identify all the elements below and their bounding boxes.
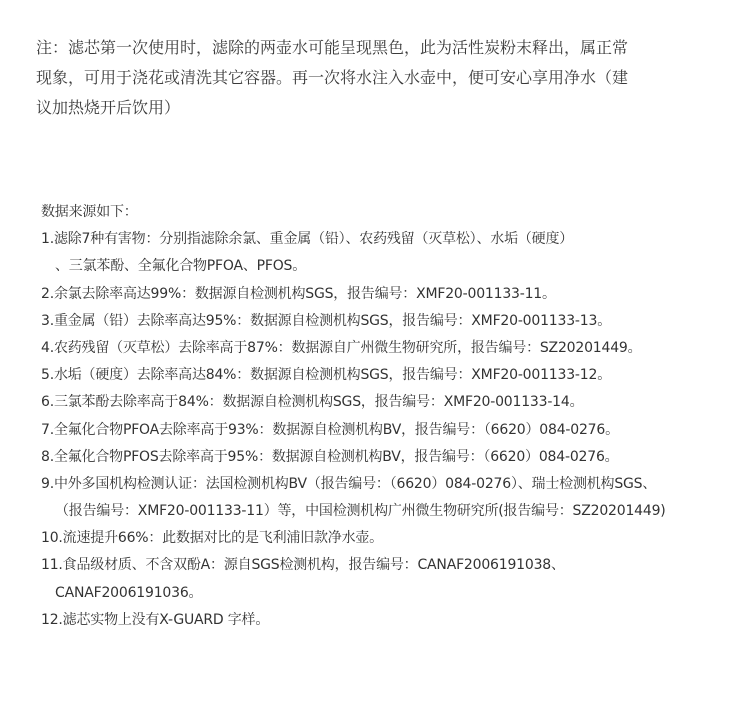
source-item-10: 10.流速提升66%：此数据对比的是飞利浦旧款净水壶。: [41, 530, 383, 547]
source-item-9-continued: （报告编号：XMF20-001133-11）等，中国检测机构广州微生物研究所(报告编号：SZ20201449): [55, 503, 666, 520]
source-item-1: 1.滤除7种有害物：分别指滤除余氯、重金属（铅）、农药残留（灭草松）、水垢（硬度）: [41, 231, 574, 248]
note-line: 现象，可用于浇花或清洗其它容器。再一次将水注入水壶中，便可安心享用净水（建: [36, 68, 629, 87]
note-line: 注：滤芯第一次使用时，滤除的两壶水可能呈现黑色，此为活性炭粉末释出，属正常: [36, 38, 629, 57]
note-line: 议加热烧开后饮用）: [36, 98, 181, 117]
source-item-6: 6.三氯苯酚去除率高于84%：数据源自检测机构SGS，报告编号：XMF20-001133-14。: [41, 394, 584, 411]
source-item-12: 12.滤芯实物上没有X-GUARD 字样。: [41, 611, 270, 628]
sources-heading: 数据来源如下：: [41, 204, 138, 220]
source-item-4: 4.农药残留（灭草松）去除率高于87%：数据源自广州微生物研究所，报告编号：SZ20201449。: [41, 339, 642, 356]
source-item-7: 7.全氟化合物PFOA去除率高于93%：数据源自检测机构BV，报告编号：（6620）084-0276。: [41, 421, 619, 438]
source-item-5: 5.水垢（硬度）去除率高达84%：数据源自检测机构SGS，报告编号：XMF20-001133-12。: [41, 367, 611, 384]
source-item-8: 8.全氟化合物PFOS去除率高于95%：数据源自检测机构BV，报告编号：（6620）084-0276。: [41, 448, 619, 465]
source-item-11-continued: CANAF2006191036。: [55, 584, 203, 601]
source-item-1-continued: 、三氯苯酚、全氟化合物PFOA、PFOS。: [55, 258, 307, 275]
source-item-2: 2.余氯去除率高达99%：数据源自检测机构SGS，报告编号：XMF20-001133-11。: [41, 285, 556, 302]
source-item-3: 3.重金属（铅）去除率高达95%：数据源自检测机构SGS，报告编号：XMF20-001133-13。: [41, 312, 611, 329]
source-item-9: 9.中外多国机构检测认证：法国检测机构BV（报告编号：（6620）084-0276）、瑞士检测机构SGS、: [41, 475, 657, 492]
data-sources-list: [41, 199, 730, 634]
filter-usage-note: [36, 33, 716, 123]
source-item-11: 11.食品级材质、不含双酚A：源自SGS检测机构，报告编号：CANAF2006191038、: [41, 557, 565, 574]
